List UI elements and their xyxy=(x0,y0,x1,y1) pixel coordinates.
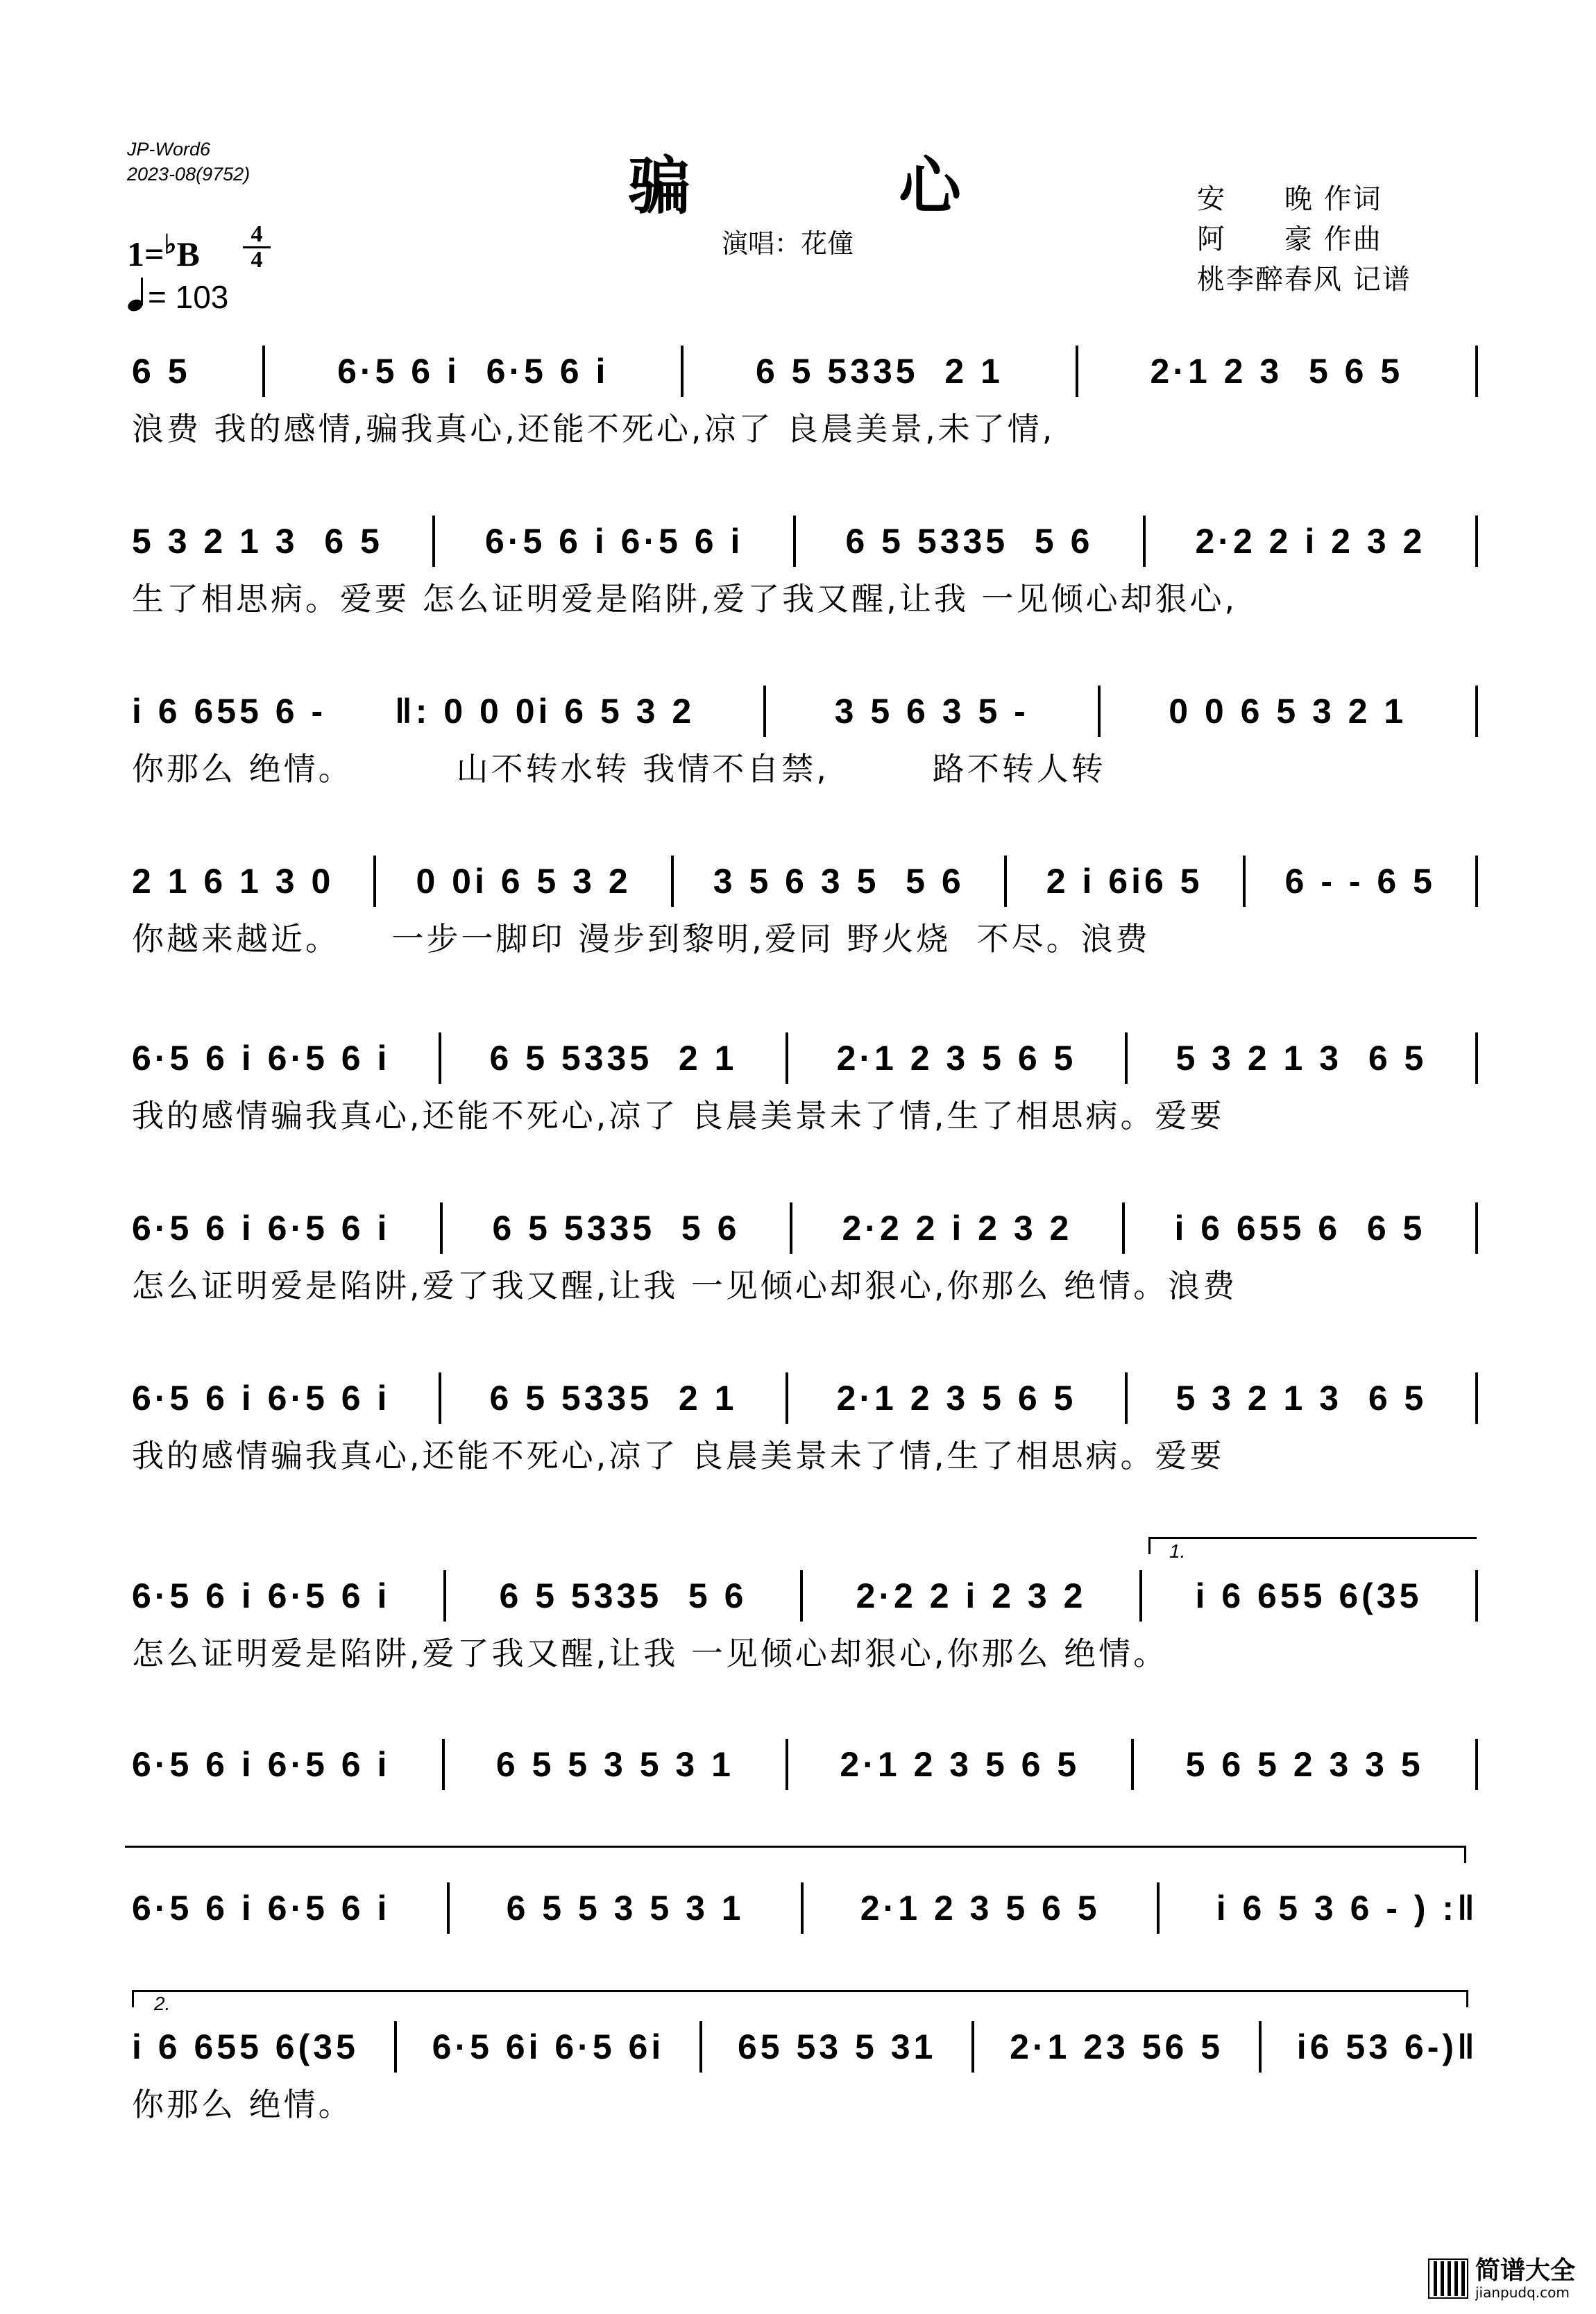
logo-name: 简谱大全 xyxy=(1475,2256,1575,2285)
lyric-line: 我的感情骗我真心,还能不死心,凉了 良晨美景未了情,生了相思病。爱要 xyxy=(132,1437,1225,1474)
measure: 2·1 2 3 5 6 5 xyxy=(840,1744,1080,1784)
bar-line xyxy=(1475,686,1478,737)
measure: 6 5 5335 2 1 xyxy=(489,1378,738,1418)
bar-line xyxy=(800,1570,803,1622)
bar-line xyxy=(793,516,796,567)
bar-line xyxy=(1475,516,1478,567)
measure: 6·5 6 i 6·5 6 i xyxy=(132,1378,391,1418)
lyric-line: 你那么 绝情。 山不转水转 我情不自禁, 路不转人转 xyxy=(132,750,1106,788)
lyric-line: 你越来越近。 一步一脚印 漫步到黎明,爱同 野火烧 不尽。浪费 xyxy=(132,920,1151,958)
key-signature xyxy=(127,229,200,274)
bar-line xyxy=(1475,346,1478,397)
measure: i 6 655 6 6 5 xyxy=(1174,1208,1426,1248)
flat-symbol: ♭ xyxy=(164,230,177,260)
quarter-note-icon xyxy=(127,276,148,312)
song-title: 骗心 xyxy=(628,150,1169,223)
measure: 3 5 6 3 5 - xyxy=(834,691,1029,731)
notation-line xyxy=(132,2021,1478,2073)
measure: 2·1 2 3 5 6 5 xyxy=(836,1038,1077,1078)
measure: 2 i 6i6 5 xyxy=(1046,861,1203,901)
second-ending-bracket xyxy=(132,1990,1468,2007)
bar-line xyxy=(439,1372,441,1424)
bar-line xyxy=(440,1202,443,1254)
bar-line xyxy=(671,856,674,907)
notation-line xyxy=(132,1372,1478,1424)
tempo-value: = 103 xyxy=(148,279,229,315)
time-signature xyxy=(243,223,271,271)
notation-line xyxy=(132,1738,1478,1790)
site-logo xyxy=(1428,2257,1575,2300)
notation-line xyxy=(132,685,1478,737)
lyric-line: 怎么证明爱是陷阱,爱了我又醒,让我 一见倾心却狠心,你那么 绝情。浪费 xyxy=(132,1267,1238,1304)
first-ending-label: 1. xyxy=(1169,1540,1186,1562)
measure: i 6 655 6 - xyxy=(132,691,327,731)
measure: 2·1 2 3 5 6 5 xyxy=(836,1378,1077,1418)
bar-line xyxy=(1475,1032,1478,1084)
bar-line xyxy=(373,856,376,907)
measure: ‖: 0 0 0i 6 5 3 2 xyxy=(394,691,695,731)
notation-line xyxy=(132,1882,1478,1934)
time-signature-bottom: 4 xyxy=(251,247,263,273)
measure: 2·1 2 3 5 6 5 xyxy=(860,1888,1101,1928)
bar-line xyxy=(1004,856,1007,907)
bar-line xyxy=(790,1202,792,1254)
bar-line xyxy=(1139,1570,1142,1622)
measure: 6·5 6i 6·5 6i xyxy=(432,2027,665,2066)
measure: 5 3 2 1 3 6 5 xyxy=(1175,1038,1427,1078)
measure: i 6 5 3 6 - ) :‖ xyxy=(1216,1888,1478,1928)
bar-line xyxy=(786,1739,788,1790)
bar-line xyxy=(1143,516,1146,567)
measure: 6 5 xyxy=(132,351,191,391)
bar-line xyxy=(1125,1032,1128,1084)
key-note: B xyxy=(176,235,200,273)
transcriber-credit: 桃李醉春风 记谱 xyxy=(1197,264,1411,296)
measure: 6 - - 6 5 xyxy=(1284,861,1436,901)
measure: 5 3 2 1 3 6 5 xyxy=(1175,1378,1427,1418)
credits-block xyxy=(1197,179,1411,300)
second-ending-label: 2. xyxy=(154,1993,171,2014)
bar-line xyxy=(681,346,684,397)
measure: 6 5 5335 2 1 xyxy=(755,351,1003,391)
measure: i 6 655 6(35 xyxy=(1195,1576,1423,1615)
measure: 6 5 5335 5 6 xyxy=(492,1208,740,1248)
notation-line xyxy=(132,515,1478,567)
notation-line xyxy=(132,1032,1478,1084)
notation-line xyxy=(132,855,1478,907)
measure: 2·1 2 3 5 6 5 xyxy=(1150,351,1404,391)
tempo-marking xyxy=(127,276,228,316)
measure: 2·2 2 i 2 3 2 xyxy=(842,1208,1073,1248)
lyric-line: 生了相思病。爱要 怎么证明爱是陷阱,爱了我又醒,让我 一见倾心却狠心, xyxy=(132,580,1238,618)
measure: 0 0 6 5 3 2 1 xyxy=(1169,691,1407,731)
bar-line xyxy=(801,1882,804,1934)
bar-line xyxy=(447,1882,450,1934)
first-ending-continuation xyxy=(125,1846,1466,1863)
bar-line xyxy=(439,1032,441,1084)
bar-line xyxy=(1157,1882,1160,1934)
measure: 2 1 6 1 3 0 xyxy=(132,861,334,901)
bar-line xyxy=(394,2021,397,2073)
notation-line xyxy=(132,1202,1478,1254)
measure: 6·5 6 i 6·5 6 i xyxy=(132,1888,391,1928)
bar-line xyxy=(1122,1202,1125,1254)
bar-line xyxy=(443,1570,446,1622)
measure: 6 5 5335 2 1 xyxy=(489,1038,738,1078)
bar-line xyxy=(1076,346,1078,397)
measure: 6 5 5335 5 6 xyxy=(499,1576,747,1615)
lyricist-credit: 安 晚 作词 xyxy=(1197,183,1382,215)
bar-line xyxy=(1475,856,1478,907)
measure: 6·5 6 i 6·5 6 i xyxy=(337,351,609,391)
measure: 5 6 5 2 3 3 5 xyxy=(1185,1744,1424,1784)
bar-line xyxy=(1125,1372,1128,1424)
bar-line xyxy=(432,516,435,567)
logo-url: jianpudq.com xyxy=(1475,2284,1570,2301)
bar-line xyxy=(971,2021,974,2073)
piano-keys-icon xyxy=(1428,2258,1468,2299)
measure: 0 0i 6 5 3 2 xyxy=(416,861,631,901)
measure: 3 5 6 3 5 5 6 xyxy=(713,861,965,901)
bar-line xyxy=(262,346,265,397)
first-ending-bracket xyxy=(1148,1537,1477,1554)
bar-line xyxy=(786,1032,788,1084)
measure: 6·5 6 i 6·5 6 i xyxy=(132,1208,391,1248)
bar-line xyxy=(1098,686,1101,737)
bar-line xyxy=(442,1739,445,1790)
singer-credit: 演唱：花僮 xyxy=(722,228,854,259)
measure: 6·5 6 i 6·5 6 i xyxy=(485,521,744,561)
measure: 6 5 5 3 5 3 1 xyxy=(495,1744,734,1784)
bar-line xyxy=(1475,1570,1478,1622)
lyric-line: 你那么 绝情。 xyxy=(132,2086,353,2123)
bar-line xyxy=(1131,1739,1134,1790)
key-prefix: 1= xyxy=(127,235,164,273)
measure: i 6 655 6(35 xyxy=(132,2027,359,2066)
bar-line xyxy=(786,1372,788,1424)
time-signature-top: 4 xyxy=(251,221,263,247)
lyric-line: 浪费 我的感情,骗我真心,还能不死心,凉了 良晨美景,未了情, xyxy=(132,410,1055,448)
measure: 6·5 6 i 6·5 6 i xyxy=(132,1576,391,1615)
notation-line xyxy=(132,345,1478,397)
score-date: 2023-08(9752) xyxy=(127,164,251,185)
bar-line xyxy=(1475,1372,1478,1424)
bar-line xyxy=(1243,856,1246,907)
bar-line xyxy=(763,686,766,737)
notation-line xyxy=(132,1569,1478,1622)
measure: 6 5 5 3 5 3 1 xyxy=(506,1888,745,1928)
bar-line xyxy=(699,2021,702,2073)
measure: 5 3 2 1 3 6 5 xyxy=(132,521,383,561)
measure: 6·5 6 i 6·5 6 i xyxy=(132,1744,391,1784)
bar-line xyxy=(1475,1202,1478,1254)
bar-line xyxy=(1475,1739,1478,1790)
bar-line xyxy=(1259,2021,1262,2073)
measure: 2·1 23 56 5 xyxy=(1010,2027,1224,2066)
composer-credit: 阿 豪 作曲 xyxy=(1197,223,1382,255)
measure: i6 53 6-)‖ xyxy=(1296,2027,1478,2066)
lyric-line: 怎么证明爱是陷阱,爱了我又醒,让我 一见倾心却狠心,你那么 绝情。 xyxy=(132,1635,1169,1672)
measure: 6·5 6 i 6·5 6 i xyxy=(132,1038,391,1078)
measure: 2·2 2 i 2 3 2 xyxy=(1195,521,1426,561)
lyric-line: 我的感情骗我真心,还能不死心,凉了 良晨美景未了情,生了相思病。爱要 xyxy=(132,1097,1225,1134)
measure: 65 53 5 31 xyxy=(737,2027,937,2066)
measure: 6 5 5335 5 6 xyxy=(845,521,1094,561)
software-version: JP-Word6 xyxy=(127,139,211,160)
measure: 2·2 2 i 2 3 2 xyxy=(856,1576,1087,1615)
